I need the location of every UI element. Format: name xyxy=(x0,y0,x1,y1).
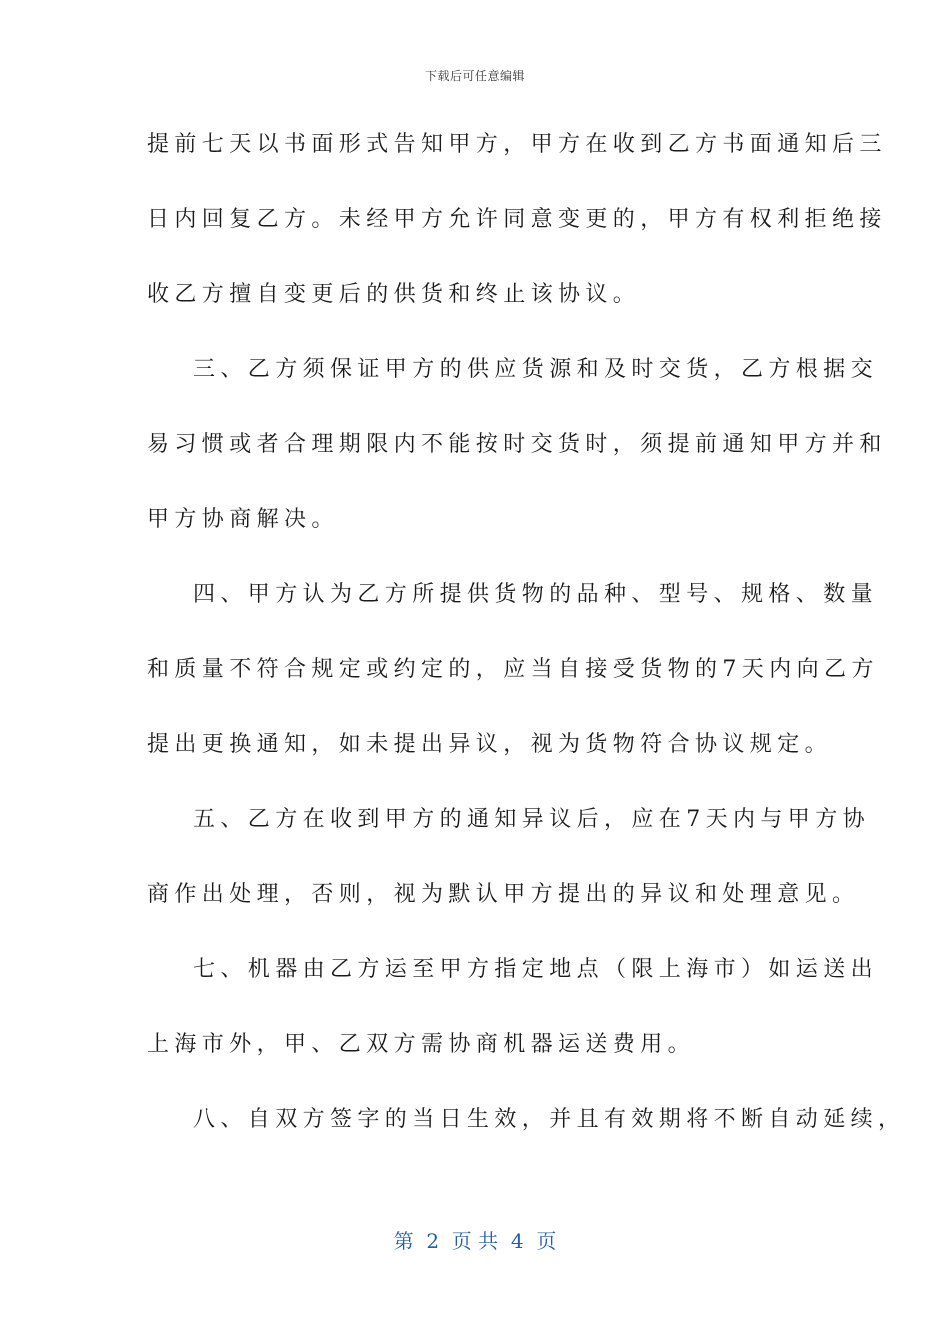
text-line: 和质量不符合规定或约定的，应当自接受货物的7天内向乙方 xyxy=(147,657,879,682)
paragraph-start-line: 五、乙方在收到甲方的通知异议后，应在7天内与甲方协 xyxy=(193,807,870,832)
paragraph-start-line: 七、机器由乙方运至甲方指定地点（限上海市）如运送出 xyxy=(193,957,879,982)
paragraph-start-line: 八、自双方签字的当日生效，并且有效期将不断自动延续， xyxy=(193,1107,906,1132)
header-note: 下载后可任意编辑 xyxy=(424,69,525,83)
text-line: 提前七天以书面形式告知甲方，甲方在收到乙方书面通知后三 xyxy=(147,132,887,157)
text-line: 日内回复乙方。未经甲方允许同意变更的，甲方有权利拒绝接 xyxy=(147,207,887,232)
text-line: 上海市外，甲、乙双方需协商机器运送费用。 xyxy=(147,1032,696,1057)
page-number-footer: 第 2 页 共 4 页 xyxy=(393,1229,557,1253)
text-line: 收乙方擅自变更后的供货和终止该协议。 xyxy=(147,282,641,307)
text-line: 甲方协商解决。 xyxy=(147,507,339,532)
paragraph-start-line: 三、乙方须保证甲方的供应货源和及时交货，乙方根据交 xyxy=(193,357,879,382)
text-line: 提出更换通知，如未提出异议，视为货物符合协议规定。 xyxy=(147,732,833,757)
text-line: 易习惯或者合理期限内不能按时交货时，须提前通知甲方并和 xyxy=(147,432,887,457)
paragraph-start-line: 四、甲方认为乙方所提供货物的品种、型号、规格、数量 xyxy=(193,582,879,607)
text-line: 商作出处理，否则，视为默认甲方提出的异议和处理意见。 xyxy=(147,882,860,907)
